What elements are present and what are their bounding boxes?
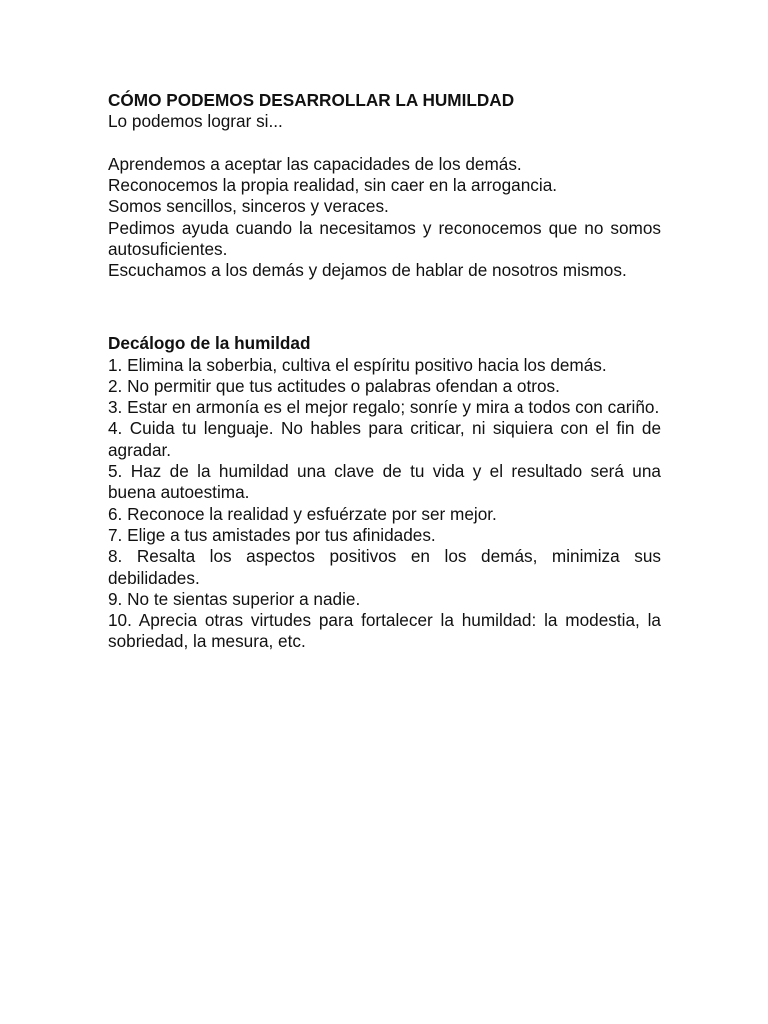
list-item: 10. Aprecia otras virtudes para fortalecer la humildad: la modestia, la sobriedad, la mesura, etc. [108,610,661,652]
list-item: Somos sencillos, sinceros y veraces. [108,196,389,217]
list-item: 2. No permitir que tus actitudes o palabras ofendan a otros. [108,375,560,396]
list-item: Aprendemos a aceptar las capacidades de los demás. [108,153,522,174]
section-title: Decálogo de la humildad [108,333,311,354]
decalogue-list [108,355,661,653]
section-decalogue [108,333,661,652]
section-title: CÓMO PODEMOS DESARROLLAR LA HUMILDAD [108,90,515,110]
ways-list [108,154,661,282]
spacer [108,282,661,325]
document-page [108,90,661,653]
spacer [108,324,661,333]
list-item: 5. Haz de la humildad una clave de tu vida y el resultado será una buena autoestima. [108,461,661,503]
list-item: Pedimos ayuda cuando la necesitamos y reconocemos que no somos autosuficientes. [108,217,661,260]
spacer [108,133,661,154]
list-item: Reconocemos la propia realidad, sin caer en la arrogancia. [108,175,558,196]
list-item: 4. Cuida tu lenguaje. No hables para criticar, ni siquiera con el fin de agradar. [108,418,661,460]
list-item: 8. Resalta los aspectos positivos en los demás, minimiza sus debilidades. [108,546,661,588]
section-how-to-develop-humility [108,90,661,282]
list-item: Escuchamos a los demás y dejamos de hablar de nosotros mismos. [108,260,627,281]
list-item: 7. Elige a tus amistades por tus afinidades. [108,524,436,545]
list-item: 6. Reconoce la realidad y esfuérzate por ser mejor. [108,503,497,524]
section-intro: Lo podemos lograr si... [108,111,283,132]
list-item: 3. Estar en armonía es el mejor regalo; sonríe y mira a todos con cariño. [108,397,660,418]
list-item: 1. Elimina la soberbia, cultiva el espíritu positivo hacia los demás. [108,354,607,375]
list-item: 9. No te sientas superior a nadie. [108,588,361,609]
